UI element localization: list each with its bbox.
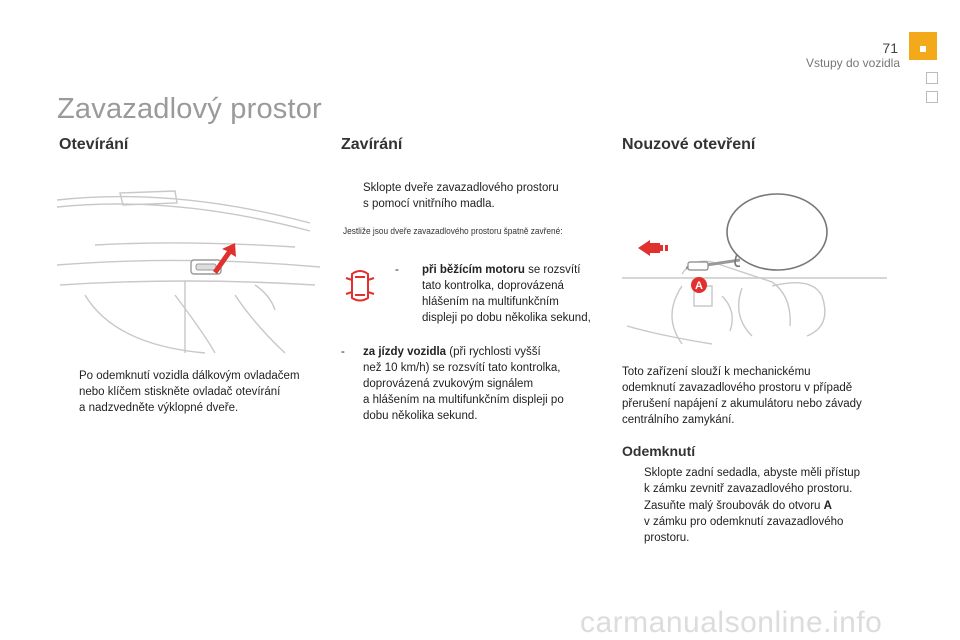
unlock-step-1: Sklopte zadní sedadla, abyste měli přístup k zámku zevnitř zavazadlového prostoru. <box>644 467 861 495</box>
svg-text:A: A <box>695 280 703 292</box>
closing-instruction: Sklopte dveře zavazadlového prostoru s pomocí vnitřního madla. <box>363 182 559 210</box>
page-title: Zavazadlový prostor <box>57 93 322 125</box>
warning-note: Jestliže jsou dveře zavazadlového prostoru špatně zavřené: <box>343 226 563 236</box>
chapter-tab-active[interactable] <box>909 32 937 60</box>
section-title: Vstupy do vozidla <box>805 56 900 70</box>
page-number: 71 <box>882 40 898 56</box>
emergency-description: Toto zařízení slouží k mechanickému odemknutí zavazadlového prostoru v případě přerušení napájení z akumulátoru nebo závady centrálního zamykání. <box>622 366 862 426</box>
heading-emergency-opening: Nouzové otevření <box>622 136 756 153</box>
emergency-lock-illustration <box>622 186 887 346</box>
watermark: carmanualsonline.info <box>580 606 883 639</box>
unlock-step-2: Zasuňte malý šroubovák do otvoru A v zámku pro odemknutí zavazadlového prostoru. <box>644 500 844 544</box>
tailgate-handle-illustration <box>55 185 320 355</box>
opening-instruction: Po odemknutí vozidla dálkovým ovladačem nebo klíčem stiskněte ovladač otevírání a nadzvedněte výklopné dveře. <box>79 370 300 414</box>
door-open-warning-icon <box>340 266 380 306</box>
heading-closing: Zavírání <box>341 136 403 153</box>
label-a-marker <box>691 277 707 293</box>
chapter-tab[interactable] <box>926 91 938 103</box>
heading-unlocking: Odemknutí <box>622 443 696 459</box>
heading-opening: Otevírání <box>59 136 129 153</box>
chapter-tab[interactable] <box>926 72 938 84</box>
